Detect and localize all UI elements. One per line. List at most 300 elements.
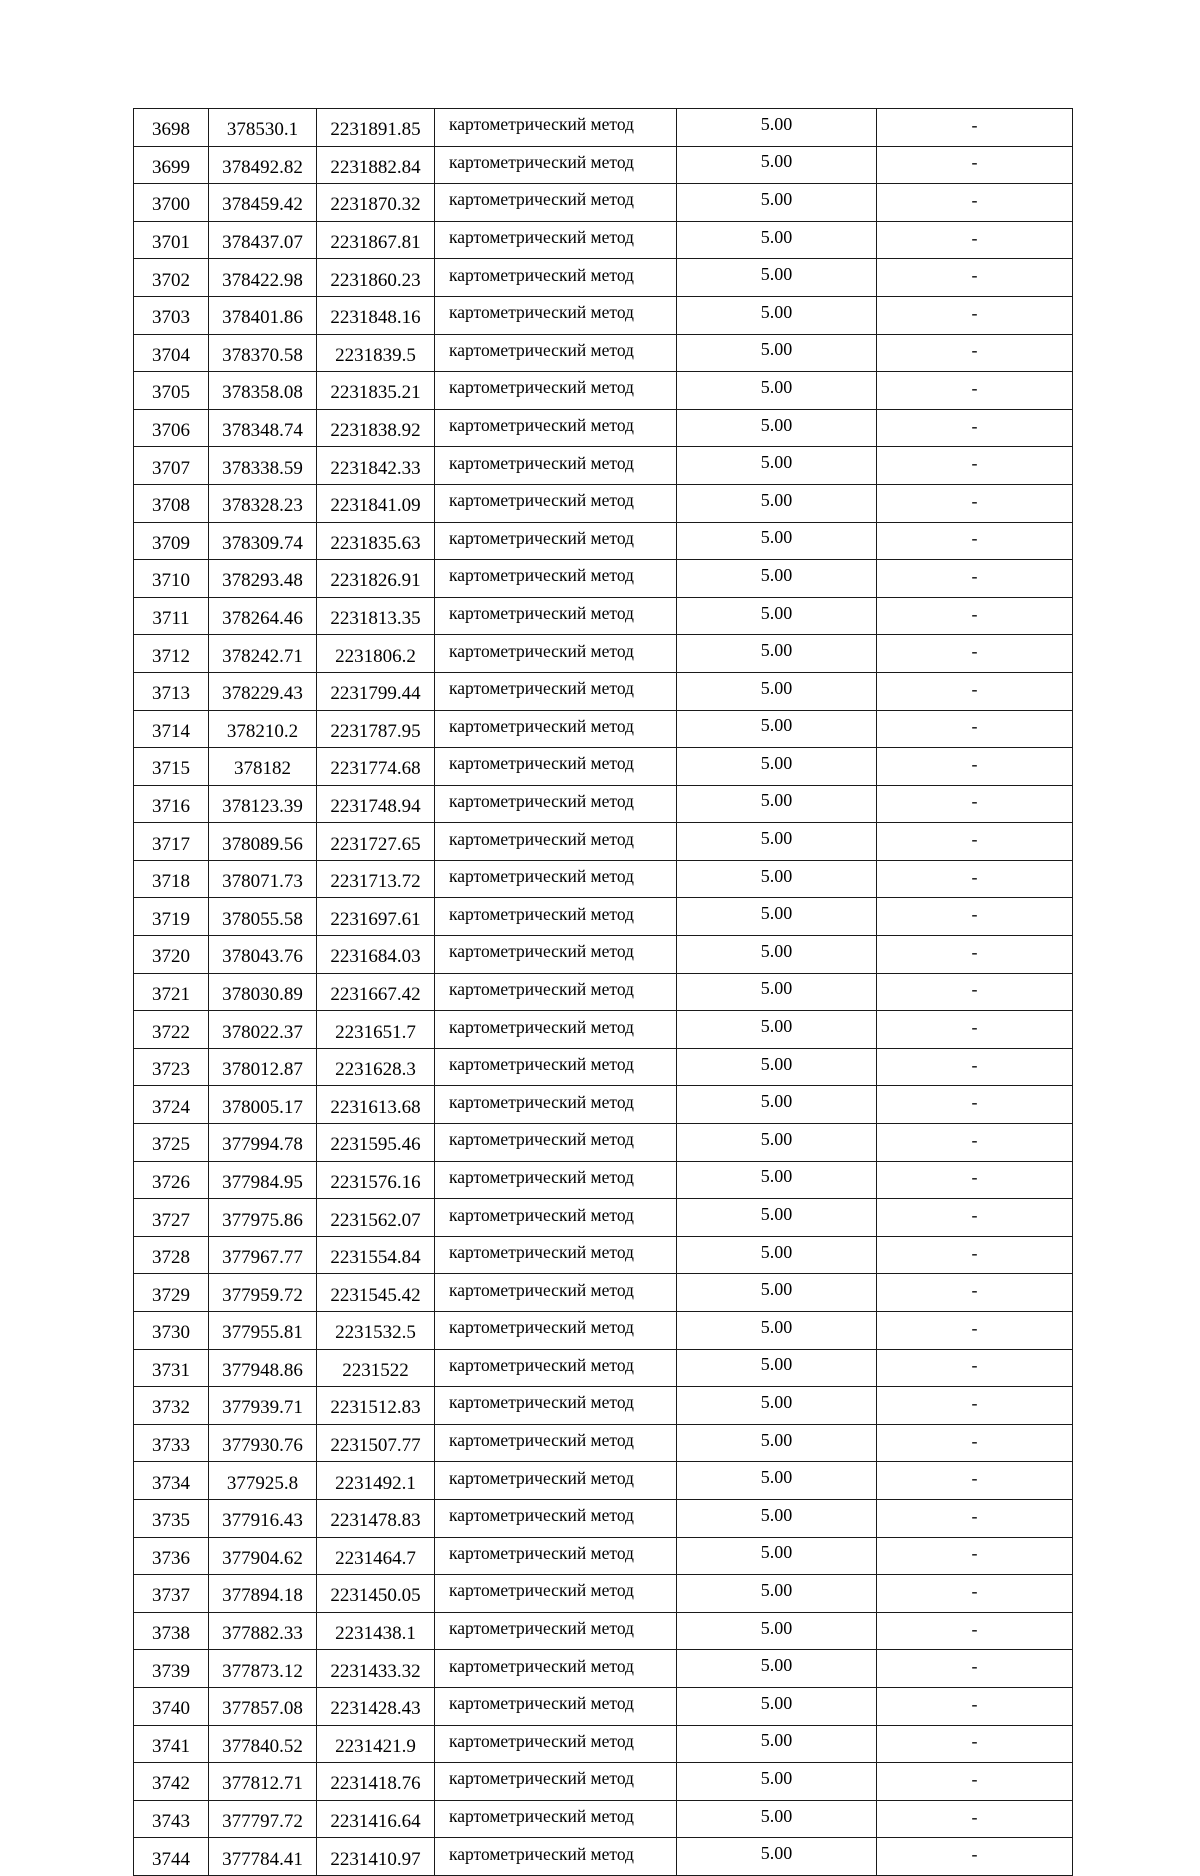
description-cell: -: [877, 710, 1073, 748]
accuracy-cell: 5.00: [677, 1650, 877, 1688]
table-row: [134, 936, 1073, 974]
accuracy-cell: 5.00: [677, 1612, 877, 1650]
accuracy-cell: 5.00: [677, 1537, 877, 1575]
point-number-cell: 3705: [134, 372, 209, 410]
method-cell: картометрический метод: [435, 1011, 677, 1049]
table-row: [134, 1612, 1073, 1650]
accuracy-cell: 5.00: [677, 1048, 877, 1086]
x-coordinate-cell: 377967.77: [209, 1236, 317, 1274]
y-coordinate-cell: 2231576.16: [317, 1161, 435, 1199]
point-number-cell: 3712: [134, 635, 209, 673]
x-coordinate-cell: 377939.71: [209, 1387, 317, 1425]
table-row: [134, 334, 1073, 372]
y-coordinate-cell: 2231433.32: [317, 1650, 435, 1688]
accuracy-cell: 5.00: [677, 1349, 877, 1387]
point-number-cell: 3726: [134, 1161, 209, 1199]
y-coordinate-cell: 2231438.1: [317, 1612, 435, 1650]
description-cell: -: [877, 1537, 1073, 1575]
method-cell: картометрический метод: [435, 1199, 677, 1237]
description-cell: -: [877, 109, 1073, 147]
point-number-cell: 3720: [134, 936, 209, 974]
point-number-cell: 3710: [134, 560, 209, 598]
y-coordinate-cell: 2231428.43: [317, 1687, 435, 1725]
table-row: [134, 785, 1073, 823]
x-coordinate-cell: 378328.23: [209, 484, 317, 522]
table-row: [134, 898, 1073, 936]
accuracy-cell: 5.00: [677, 748, 877, 786]
table-row: [134, 1199, 1073, 1237]
method-cell: картометрический метод: [435, 748, 677, 786]
y-coordinate-cell: 2231545.42: [317, 1274, 435, 1312]
description-cell: -: [877, 334, 1073, 372]
point-number-cell: 3701: [134, 221, 209, 259]
table-row: [134, 710, 1073, 748]
y-coordinate-cell: 2231532.5: [317, 1312, 435, 1350]
accuracy-cell: 5.00: [677, 560, 877, 598]
description-cell: -: [877, 860, 1073, 898]
x-coordinate-cell: 378437.07: [209, 221, 317, 259]
x-coordinate-cell: 377916.43: [209, 1499, 317, 1537]
point-number-cell: 3739: [134, 1650, 209, 1688]
description-cell: -: [877, 635, 1073, 673]
x-coordinate-cell: 377812.71: [209, 1763, 317, 1801]
accuracy-cell: 5.00: [677, 334, 877, 372]
method-cell: картометрический метод: [435, 1575, 677, 1613]
y-coordinate-cell: 2231835.21: [317, 372, 435, 410]
table-row: [134, 823, 1073, 861]
y-coordinate-cell: 2231748.94: [317, 785, 435, 823]
x-coordinate-cell: 378182: [209, 748, 317, 786]
x-coordinate-cell: 378370.58: [209, 334, 317, 372]
x-coordinate-cell: 377882.33: [209, 1612, 317, 1650]
point-number-cell: 3728: [134, 1236, 209, 1274]
method-cell: картометрический метод: [435, 1650, 677, 1688]
x-coordinate-cell: 378022.37: [209, 1011, 317, 1049]
x-coordinate-cell: 378459.42: [209, 184, 317, 222]
y-coordinate-cell: 2231867.81: [317, 221, 435, 259]
x-coordinate-cell: 378348.74: [209, 409, 317, 447]
description-cell: -: [877, 1612, 1073, 1650]
description-cell: -: [877, 1274, 1073, 1312]
x-coordinate-cell: 378071.73: [209, 860, 317, 898]
y-coordinate-cell: 2231667.42: [317, 973, 435, 1011]
x-coordinate-cell: 378338.59: [209, 447, 317, 485]
coordinates-table: [133, 108, 1073, 1876]
y-coordinate-cell: 2231562.07: [317, 1199, 435, 1237]
table-row: [134, 597, 1073, 635]
point-number-cell: 3704: [134, 334, 209, 372]
accuracy-cell: 5.00: [677, 1838, 877, 1876]
point-number-cell: 3716: [134, 785, 209, 823]
y-coordinate-cell: 2231774.68: [317, 748, 435, 786]
description-cell: -: [877, 973, 1073, 1011]
table-row: [134, 447, 1073, 485]
x-coordinate-cell: 377784.41: [209, 1838, 317, 1876]
description-cell: -: [877, 1499, 1073, 1537]
x-coordinate-cell: 378005.17: [209, 1086, 317, 1124]
accuracy-cell: 5.00: [677, 785, 877, 823]
accuracy-cell: 5.00: [677, 447, 877, 485]
x-coordinate-cell: 377994.78: [209, 1124, 317, 1162]
description-cell: -: [877, 1236, 1073, 1274]
accuracy-cell: 5.00: [677, 296, 877, 334]
method-cell: картометрический метод: [435, 1537, 677, 1575]
point-number-cell: 3725: [134, 1124, 209, 1162]
y-coordinate-cell: 2231806.2: [317, 635, 435, 673]
description-cell: -: [877, 1199, 1073, 1237]
x-coordinate-cell: 377930.76: [209, 1424, 317, 1462]
point-number-cell: 3736: [134, 1537, 209, 1575]
table-row: [134, 1537, 1073, 1575]
point-number-cell: 3698: [134, 109, 209, 147]
method-cell: картометрический метод: [435, 1838, 677, 1876]
table-row: [134, 1011, 1073, 1049]
accuracy-cell: 5.00: [677, 221, 877, 259]
x-coordinate-cell: 378210.2: [209, 710, 317, 748]
x-coordinate-cell: 378123.39: [209, 785, 317, 823]
description-cell: -: [877, 221, 1073, 259]
point-number-cell: 3727: [134, 1199, 209, 1237]
x-coordinate-cell: 377984.95: [209, 1161, 317, 1199]
method-cell: картометрический метод: [435, 1161, 677, 1199]
method-cell: картометрический метод: [435, 409, 677, 447]
table-row: [134, 1763, 1073, 1801]
description-cell: -: [877, 184, 1073, 222]
method-cell: картометрический метод: [435, 1687, 677, 1725]
method-cell: картометрический метод: [435, 635, 677, 673]
y-coordinate-cell: 2231891.85: [317, 109, 435, 147]
table-row: [134, 109, 1073, 147]
table-row: [134, 1349, 1073, 1387]
method-cell: картометрический метод: [435, 710, 677, 748]
method-cell: картометрический метод: [435, 597, 677, 635]
accuracy-cell: 5.00: [677, 860, 877, 898]
method-cell: картометрический метод: [435, 785, 677, 823]
x-coordinate-cell: 378309.74: [209, 522, 317, 560]
accuracy-cell: 5.00: [677, 1462, 877, 1500]
y-coordinate-cell: 2231727.65: [317, 823, 435, 861]
accuracy-cell: 5.00: [677, 1800, 877, 1838]
table-row: [134, 560, 1073, 598]
description-cell: -: [877, 146, 1073, 184]
description-cell: -: [877, 296, 1073, 334]
method-cell: картометрический метод: [435, 1124, 677, 1162]
description-cell: -: [877, 1312, 1073, 1350]
point-number-cell: 3738: [134, 1612, 209, 1650]
y-coordinate-cell: 2231651.7: [317, 1011, 435, 1049]
y-coordinate-cell: 2231478.83: [317, 1499, 435, 1537]
x-coordinate-cell: 377948.86: [209, 1349, 317, 1387]
method-cell: картометрический метод: [435, 1349, 677, 1387]
y-coordinate-cell: 2231628.3: [317, 1048, 435, 1086]
x-coordinate-cell: 378422.98: [209, 259, 317, 297]
y-coordinate-cell: 2231507.77: [317, 1424, 435, 1462]
x-coordinate-cell: 377959.72: [209, 1274, 317, 1312]
table-row: [134, 1650, 1073, 1688]
point-number-cell: 3734: [134, 1462, 209, 1500]
accuracy-cell: 5.00: [677, 1161, 877, 1199]
table-row: [134, 1725, 1073, 1763]
x-coordinate-cell: 377894.18: [209, 1575, 317, 1613]
method-cell: картометрический метод: [435, 447, 677, 485]
y-coordinate-cell: 2231799.44: [317, 672, 435, 710]
table-row: [134, 1086, 1073, 1124]
table-row: [134, 672, 1073, 710]
accuracy-cell: 5.00: [677, 710, 877, 748]
accuracy-cell: 5.00: [677, 898, 877, 936]
accuracy-cell: 5.00: [677, 1763, 877, 1801]
table-row: [134, 484, 1073, 522]
accuracy-cell: 5.00: [677, 936, 877, 974]
x-coordinate-cell: 378401.86: [209, 296, 317, 334]
point-number-cell: 3714: [134, 710, 209, 748]
x-coordinate-cell: 378043.76: [209, 936, 317, 974]
accuracy-cell: 5.00: [677, 259, 877, 297]
description-cell: -: [877, 1650, 1073, 1688]
x-coordinate-cell: 378358.08: [209, 372, 317, 410]
method-cell: картометрический метод: [435, 1274, 677, 1312]
point-number-cell: 3702: [134, 259, 209, 297]
description-cell: -: [877, 1048, 1073, 1086]
accuracy-cell: 5.00: [677, 146, 877, 184]
table-row: [134, 259, 1073, 297]
table-row: [134, 1499, 1073, 1537]
x-coordinate-cell: 377857.08: [209, 1687, 317, 1725]
y-coordinate-cell: 2231512.83: [317, 1387, 435, 1425]
accuracy-cell: 5.00: [677, 672, 877, 710]
y-coordinate-cell: 2231870.32: [317, 184, 435, 222]
x-coordinate-cell: 378012.87: [209, 1048, 317, 1086]
accuracy-cell: 5.00: [677, 1424, 877, 1462]
description-cell: -: [877, 1687, 1073, 1725]
accuracy-cell: 5.00: [677, 1312, 877, 1350]
point-number-cell: 3719: [134, 898, 209, 936]
point-number-cell: 3722: [134, 1011, 209, 1049]
description-cell: -: [877, 936, 1073, 974]
method-cell: картометрический метод: [435, 1424, 677, 1462]
x-coordinate-cell: 377975.86: [209, 1199, 317, 1237]
table-row: [134, 1048, 1073, 1086]
description-cell: -: [877, 560, 1073, 598]
point-number-cell: 3729: [134, 1274, 209, 1312]
point-number-cell: 3718: [134, 860, 209, 898]
point-number-cell: 3715: [134, 748, 209, 786]
description-cell: -: [877, 748, 1073, 786]
point-number-cell: 3743: [134, 1800, 209, 1838]
table-row: [134, 1387, 1073, 1425]
method-cell: картометрический метод: [435, 1800, 677, 1838]
method-cell: картометрический метод: [435, 221, 677, 259]
y-coordinate-cell: 2231522: [317, 1349, 435, 1387]
description-cell: -: [877, 672, 1073, 710]
method-cell: картометрический метод: [435, 1725, 677, 1763]
description-cell: -: [877, 823, 1073, 861]
method-cell: картометрический метод: [435, 1462, 677, 1500]
coordinates-table-body: [134, 109, 1073, 1876]
accuracy-cell: 5.00: [677, 109, 877, 147]
point-number-cell: 3737: [134, 1575, 209, 1613]
accuracy-cell: 5.00: [677, 1086, 877, 1124]
table-row: [134, 1424, 1073, 1462]
y-coordinate-cell: 2231826.91: [317, 560, 435, 598]
point-number-cell: 3724: [134, 1086, 209, 1124]
table-row: [134, 221, 1073, 259]
x-coordinate-cell: 377904.62: [209, 1537, 317, 1575]
x-coordinate-cell: 378492.82: [209, 146, 317, 184]
table-row: [134, 635, 1073, 673]
y-coordinate-cell: 2231416.64: [317, 1800, 435, 1838]
method-cell: картометрический метод: [435, 1387, 677, 1425]
point-number-cell: 3708: [134, 484, 209, 522]
description-cell: -: [877, 372, 1073, 410]
x-coordinate-cell: 378293.48: [209, 560, 317, 598]
description-cell: -: [877, 1124, 1073, 1162]
accuracy-cell: 5.00: [677, 597, 877, 635]
method-cell: картометрический метод: [435, 1612, 677, 1650]
description-cell: -: [877, 1763, 1073, 1801]
x-coordinate-cell: 378530.1: [209, 109, 317, 147]
accuracy-cell: 5.00: [677, 184, 877, 222]
y-coordinate-cell: 2231410.97: [317, 1838, 435, 1876]
method-cell: картометрический метод: [435, 898, 677, 936]
description-cell: -: [877, 447, 1073, 485]
point-number-cell: 3699: [134, 146, 209, 184]
y-coordinate-cell: 2231838.92: [317, 409, 435, 447]
point-number-cell: 3711: [134, 597, 209, 635]
x-coordinate-cell: 377797.72: [209, 1800, 317, 1838]
description-cell: -: [877, 1011, 1073, 1049]
method-cell: картометрический метод: [435, 296, 677, 334]
method-cell: картометрический метод: [435, 1499, 677, 1537]
table-row: [134, 296, 1073, 334]
point-number-cell: 3742: [134, 1763, 209, 1801]
y-coordinate-cell: 2231554.84: [317, 1236, 435, 1274]
y-coordinate-cell: 2231860.23: [317, 259, 435, 297]
description-cell: -: [877, 898, 1073, 936]
point-number-cell: 3703: [134, 296, 209, 334]
description-cell: -: [877, 522, 1073, 560]
method-cell: картометрический метод: [435, 484, 677, 522]
y-coordinate-cell: 2231835.63: [317, 522, 435, 560]
y-coordinate-cell: 2231882.84: [317, 146, 435, 184]
table-row: [134, 1124, 1073, 1162]
accuracy-cell: 5.00: [677, 1236, 877, 1274]
method-cell: картометрический метод: [435, 823, 677, 861]
table-row: [134, 522, 1073, 560]
table-row: [134, 1462, 1073, 1500]
description-cell: -: [877, 1387, 1073, 1425]
table-row: [134, 146, 1073, 184]
accuracy-cell: 5.00: [677, 522, 877, 560]
table-row: [134, 860, 1073, 898]
y-coordinate-cell: 2231684.03: [317, 936, 435, 974]
description-cell: -: [877, 1462, 1073, 1500]
x-coordinate-cell: 377925.8: [209, 1462, 317, 1500]
x-coordinate-cell: 377955.81: [209, 1312, 317, 1350]
y-coordinate-cell: 2231464.7: [317, 1537, 435, 1575]
method-cell: картометрический метод: [435, 936, 677, 974]
x-coordinate-cell: 377873.12: [209, 1650, 317, 1688]
table-row: [134, 748, 1073, 786]
point-number-cell: 3707: [134, 447, 209, 485]
method-cell: картометрический метод: [435, 372, 677, 410]
method-cell: картометрический метод: [435, 560, 677, 598]
y-coordinate-cell: 2231421.9: [317, 1725, 435, 1763]
x-coordinate-cell: 378242.71: [209, 635, 317, 673]
method-cell: картометрический метод: [435, 522, 677, 560]
description-cell: -: [877, 1800, 1073, 1838]
point-number-cell: 3700: [134, 184, 209, 222]
method-cell: картометрический метод: [435, 1236, 677, 1274]
method-cell: картометрический метод: [435, 259, 677, 297]
point-number-cell: 3730: [134, 1312, 209, 1350]
method-cell: картометрический метод: [435, 1086, 677, 1124]
point-number-cell: 3709: [134, 522, 209, 560]
y-coordinate-cell: 2231841.09: [317, 484, 435, 522]
description-cell: -: [877, 1424, 1073, 1462]
accuracy-cell: 5.00: [677, 1274, 877, 1312]
accuracy-cell: 5.00: [677, 484, 877, 522]
accuracy-cell: 5.00: [677, 372, 877, 410]
description-cell: -: [877, 785, 1073, 823]
x-coordinate-cell: 378089.56: [209, 823, 317, 861]
table-row: [134, 973, 1073, 1011]
method-cell: картометрический метод: [435, 973, 677, 1011]
accuracy-cell: 5.00: [677, 635, 877, 673]
accuracy-cell: 5.00: [677, 1011, 877, 1049]
y-coordinate-cell: 2231813.35: [317, 597, 435, 635]
point-number-cell: 3735: [134, 1499, 209, 1537]
table-row: [134, 372, 1073, 410]
y-coordinate-cell: 2231842.33: [317, 447, 435, 485]
accuracy-cell: 5.00: [677, 1575, 877, 1613]
table-row: [134, 1312, 1073, 1350]
accuracy-cell: 5.00: [677, 1124, 877, 1162]
description-cell: -: [877, 1349, 1073, 1387]
method-cell: картометрический метод: [435, 146, 677, 184]
description-cell: -: [877, 1575, 1073, 1613]
description-cell: -: [877, 1725, 1073, 1763]
table-row: [134, 1161, 1073, 1199]
description-cell: -: [877, 409, 1073, 447]
accuracy-cell: 5.00: [677, 1725, 877, 1763]
table-row: [134, 1838, 1073, 1876]
method-cell: картометрический метод: [435, 109, 677, 147]
accuracy-cell: 5.00: [677, 1387, 877, 1425]
accuracy-cell: 5.00: [677, 1199, 877, 1237]
accuracy-cell: 5.00: [677, 823, 877, 861]
y-coordinate-cell: 2231492.1: [317, 1462, 435, 1500]
y-coordinate-cell: 2231848.16: [317, 296, 435, 334]
point-number-cell: 3744: [134, 1838, 209, 1876]
table-row: [134, 1274, 1073, 1312]
table-row: [134, 1687, 1073, 1725]
method-cell: картометрический метод: [435, 184, 677, 222]
description-cell: -: [877, 1838, 1073, 1876]
x-coordinate-cell: 378030.89: [209, 973, 317, 1011]
point-number-cell: 3740: [134, 1687, 209, 1725]
description-cell: -: [877, 597, 1073, 635]
y-coordinate-cell: 2231697.61: [317, 898, 435, 936]
table-row: [134, 1575, 1073, 1613]
x-coordinate-cell: 378229.43: [209, 672, 317, 710]
y-coordinate-cell: 2231713.72: [317, 860, 435, 898]
table-row: [134, 184, 1073, 222]
table-row: [134, 409, 1073, 447]
method-cell: картометрический метод: [435, 1763, 677, 1801]
description-cell: -: [877, 1161, 1073, 1199]
method-cell: картометрический метод: [435, 334, 677, 372]
